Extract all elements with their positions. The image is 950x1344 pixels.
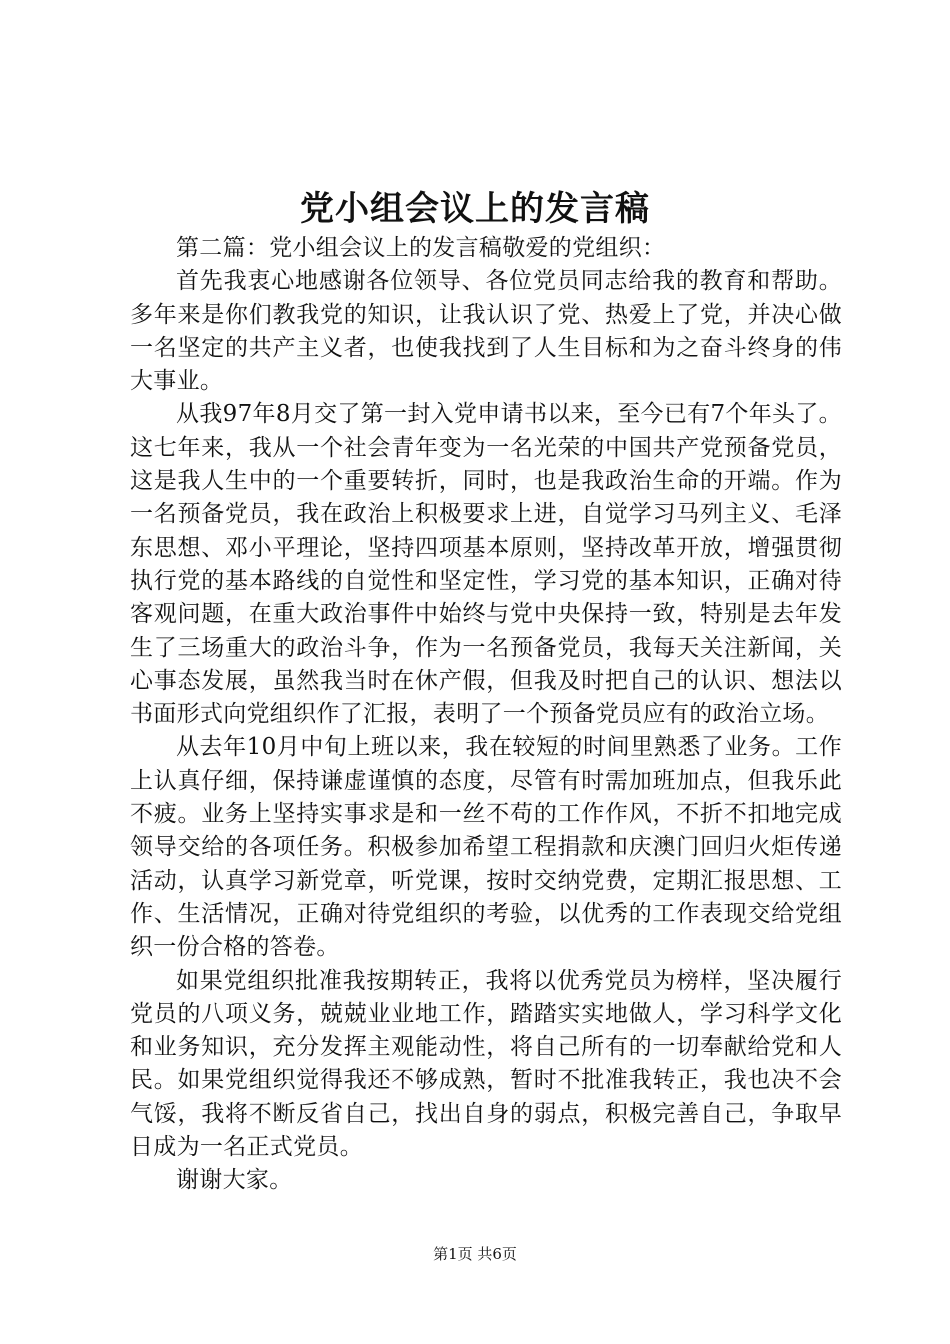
paragraph-work: 从去年10月中旬上班以来，我在较短的时间里熟悉了业务。工作上认真仔细，保持谦虚谨慎的态度，尽管有时需加班加点，但我乐此不疲。业务上坚持实事求是和一丝不苟的工作作风，不折不扣地完成领导交给的各项任务。积极参加希望工程捐款和庆澳门回归火炬传递活动，认真学习新党章，听党课，按时交纳党费，定期汇报思想、工作、生活情况，正确对待党组织的考验，以优秀的工作表现交给党组织一份合格的答卷。 <box>130 734 842 961</box>
paragraph-thanks: 首先我衷心地感谢各位领导、各位党员同志给我的教育和帮助。多年来是你们教我党的知识，让我认识了党、热爱上了党，并决心做一名坚定的共产主义者，也使我找到了人生目标和为之奋斗终身的伟大事业。 <box>130 268 842 395</box>
document-title: 党小组会议上的发言稿 <box>300 189 650 229</box>
paragraph-history: 从我97年8月交了第一封入党申请书以来，至今已有7个年头了。这七年来，我从一个社会青年变为一名光荣的中国共产党预备党员，这是我人生中的一个重要转折，同时，也是我政治生命的开端。作为一名预备党员，我在政治上积极要求上进，自觉学习马列主义、毛泽东思想、邓小平理论，坚持四项基本原则，坚持改革开放，增强贯彻执行党的基本路线的自觉性和坚定性，学习党的基本知识，正确对待客观问题，在重大政治事件中始终与党中央保持一致，特别是去年发生了三场重大的政治斗争，作为一名预备党员，我每天关注新闻，关心事态发展，虽然我当时在休产假，但我及时把自己的认识、想法以书面形式向党组织作了汇报，表明了一个预备党员应有的政治立场。 <box>130 401 842 728</box>
page-footer: 第1页 共6页 <box>433 1245 517 1263</box>
paragraph-closing: 谢谢大家。 <box>176 1167 293 1194</box>
paragraph-heading: 第二篇：党小组会议上的发言稿敬爱的党组织： <box>176 235 666 261</box>
paragraph-pledge: 如果党组织批准我按期转正，我将以优秀党员为榜样，坚决履行党员的八项义务，兢兢业业地工作，踏踏实实地做人，学习科学文化和业务知识，充分发挥主观能动性，将自己所有的一切奉献给党和人民。如果党组织觉得我还不够成熟，暂时不批准我转正，我也决不会气馁，我将不断反省自己，找出自身的弱点，积极完善自己，争取早日成为一名正式党员。 <box>130 967 842 1161</box>
document-body <box>130 232 842 1198</box>
